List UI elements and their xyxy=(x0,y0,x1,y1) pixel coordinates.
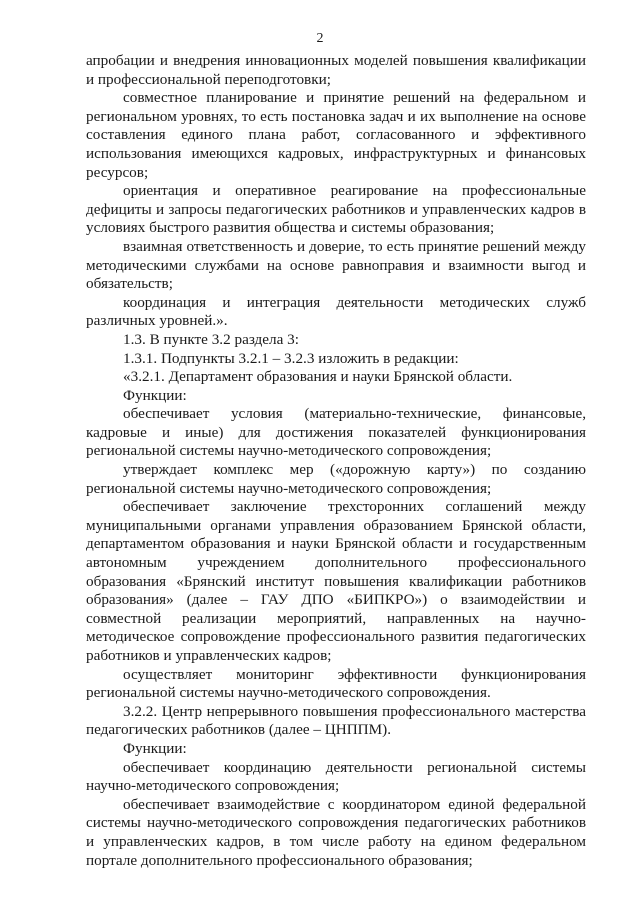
paragraph: обеспечивает координацию деятельности региональной системы научно-методического сопровождения; xyxy=(86,758,586,795)
paragraph: Функции: xyxy=(123,386,187,404)
document-body xyxy=(86,52,586,870)
paragraph-continuation: апробации и внедрения инновационных моделей повышения квалификации и профессиональной переподготовки; xyxy=(86,52,586,88)
paragraph: обеспечивает условия (материально-технические, финансовые, кадровые и иные) для достижения показателей функционирования региональной системы научно-методического сопровождения; xyxy=(86,405,586,460)
paragraph: взаимная ответственность и доверие, то есть принятие решений между методическими службами на основе равноправия и взаимности выгод и обязательств; xyxy=(86,237,586,293)
paragraph: координация и интеграция деятельности методических служб различных уровней.». xyxy=(86,293,586,330)
paragraph: 1.3.1. Подпункты 3.2.1 – 3.2.3 изложить в редакции: xyxy=(123,349,459,367)
paragraph: Функции: xyxy=(123,739,187,757)
paragraph: обеспечивает заключение трехсторонних соглашений между муниципальными органами управления образованием Брянской области, департаментом образования и науки Брянской области и государственным автономным учреждением дополнительного профессионального образования «Брянский институт повышения квалификации работников образования» (далее – ГАУ ДПО «БИПКРО») о взаимодействии и совместной реализации мероприятий, направленных на научно-методическое сопровождение профессионального развития педагогических работников и управленческих кадров; xyxy=(86,498,586,664)
paragraph: совместное планирование и принятие решений на федеральном и региональном уровнях, то есть постановка задач и их выполнение на основе составления единого плана работ, согласованного и эффективного использования имеющихся кадровых, инфраструктурных и финансовых ресурсов; xyxy=(86,89,586,181)
paragraph: утверждает комплекс мер («дорожную карту») по созданию региональной системы научно-методического сопровождения; xyxy=(86,461,586,497)
page-number: 2 xyxy=(316,31,324,46)
paragraph: 1.3. В пункте 3.2 раздела 3: xyxy=(123,330,299,348)
paragraph: обеспечивает взаимодействие с координатором единой федеральной системы научно-методического сопровождения педагогических работников и управленческих кадров, в том числе работу на едином федеральном портале дополнительного профессионального образования; xyxy=(86,795,586,869)
paragraph: осуществляет мониторинг эффективности функционирования региональной системы научно-методического сопровождения. xyxy=(86,665,586,702)
paragraph: 3.2.2. Центр непрерывного повышения профессионального мастерства педагогических работников (далее – ЦНППМ). xyxy=(86,702,586,739)
paragraph: ориентация и оперативное реагирование на профессиональные дефициты и запросы педагогических работников и управленческих кадров в условиях быстрого развития общества и системы образования; xyxy=(86,182,586,237)
paragraph: «3.2.1. Департамент образования и науки Брянской области. xyxy=(123,368,513,386)
